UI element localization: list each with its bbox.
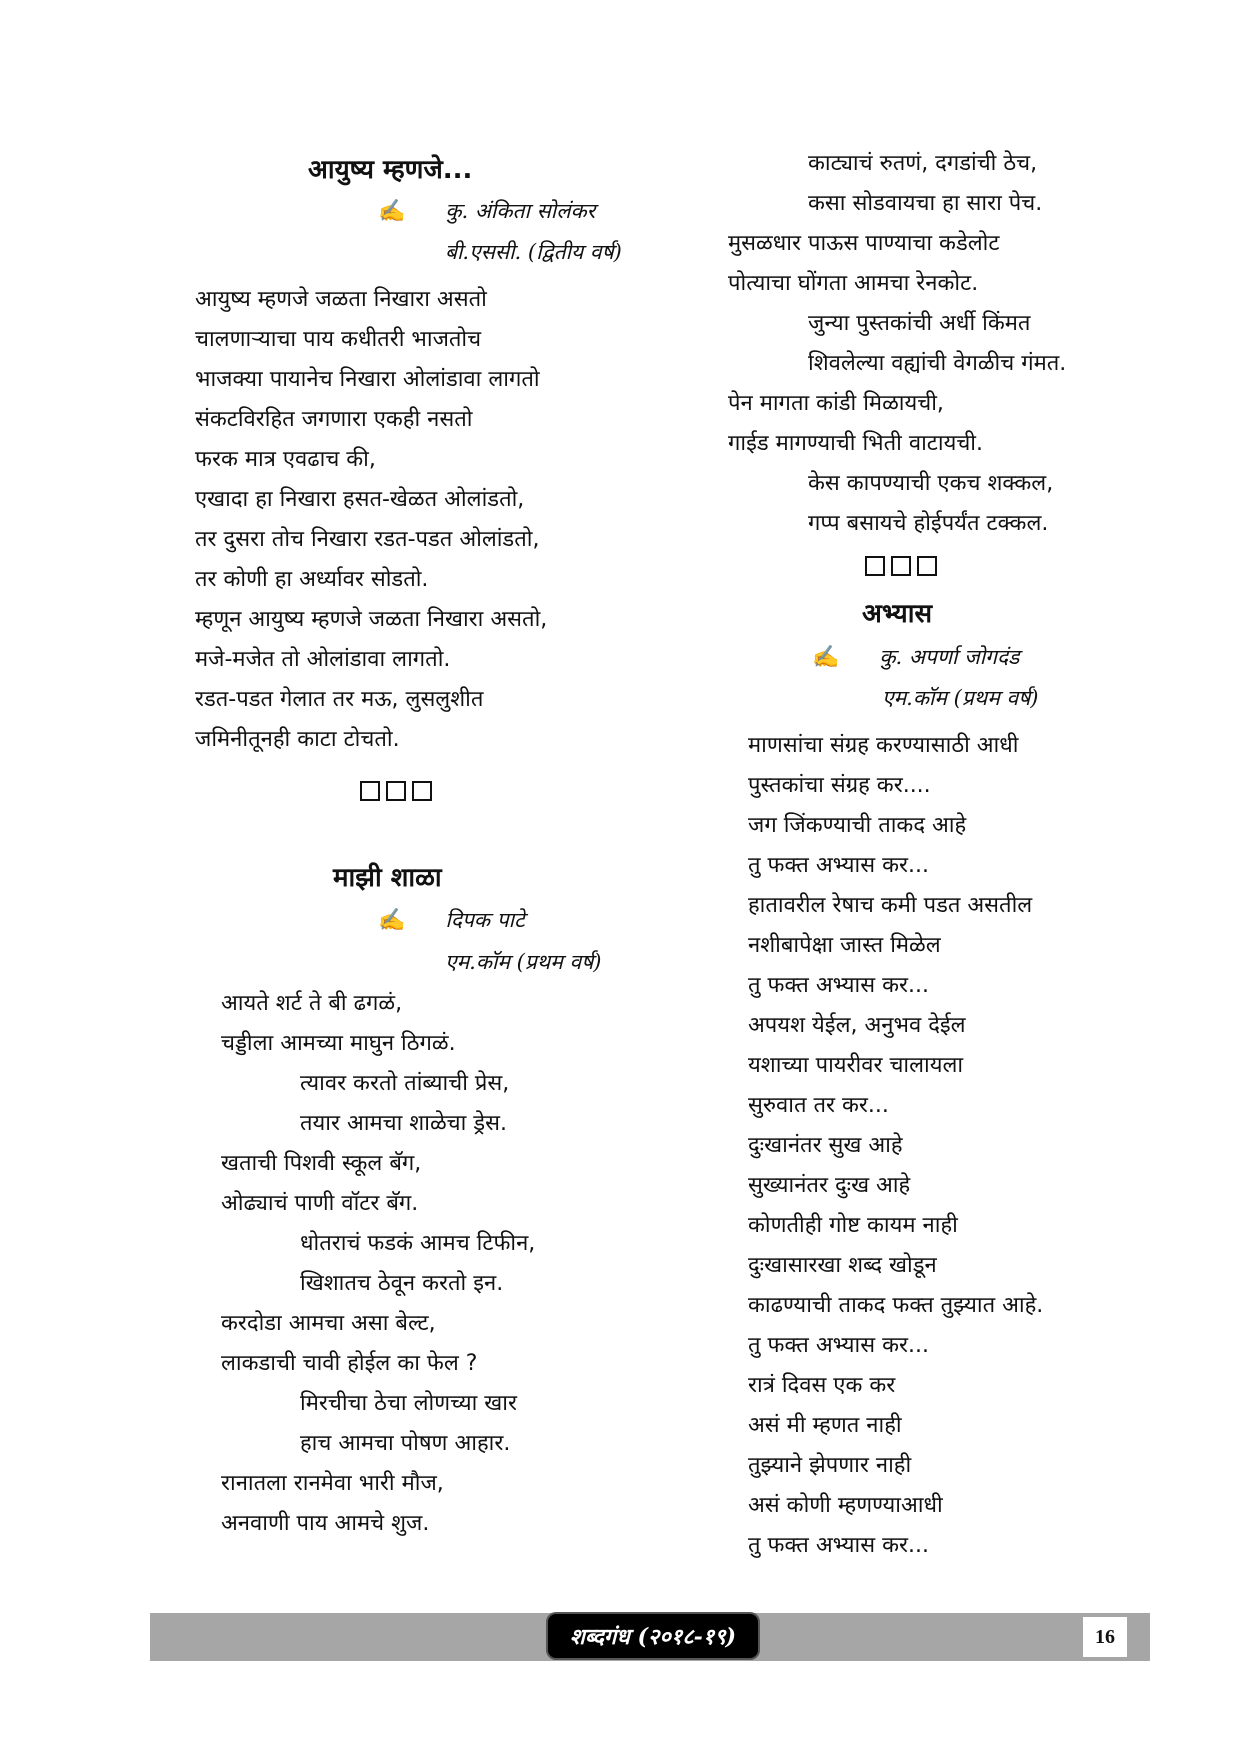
poem2-author-name: दिपक पाटे — [445, 908, 525, 932]
poem-line: यशाच्या पायरीवर चालायला — [748, 1053, 964, 1078]
poem3-author — [812, 643, 1019, 671]
poem-line: खताची पिशवी स्कूल बॅग, — [221, 1151, 422, 1176]
poem-line: करदोडा आमचा असा बेल्ट, — [221, 1311, 436, 1336]
square-box-icon — [360, 781, 380, 801]
pen-nib-icon: ✍ — [812, 645, 840, 670]
poem-line: एखादा हा निखारा हसत-खेळत ओलांडतो, — [195, 487, 525, 512]
poem-line: हाच आमचा पोषण आहार. — [300, 1431, 511, 1456]
poem-line: गाईड मागण्याची भिती वाटायची. — [728, 431, 983, 456]
poem3-class: एम.कॉम (प्रथम वर्ष) — [882, 686, 1039, 710]
poem-line: जमिनीतूनही काटा टोचतो. — [195, 727, 400, 752]
square-box-icon — [386, 781, 406, 801]
poem3-title: अभ्यास — [862, 599, 933, 629]
poem-line: असं कोणी म्हणण्याआधी — [748, 1493, 943, 1518]
poem1-author — [378, 197, 595, 225]
poem-line: नशीबापेक्षा जास्त मिळेल — [748, 933, 941, 958]
poem-line: तयार आमचा शाळेचा ड्रेस. — [300, 1111, 507, 1136]
poem-line: धोतराचं फडकं आमच टिफीन, — [300, 1231, 536, 1256]
poem3-author-name: कु. अपर्णा जोगदंड — [879, 645, 1020, 669]
poem-line: चड्डीला आमच्या माघुन ठिगळं. — [221, 1031, 456, 1056]
poem-line: असं मी म्हणत नाही — [748, 1413, 902, 1438]
section-separator — [865, 553, 943, 578]
poem2-author — [378, 906, 525, 934]
square-box-icon — [891, 556, 911, 576]
poem-line: आयते शर्ट ते बी ढगळं, — [221, 991, 403, 1016]
pen-nib-icon: ✍ — [378, 908, 406, 933]
poem-line: कोणतीही गोष्ट कायम नाही — [748, 1213, 958, 1238]
poem-line: खिशातच ठेवून करतो इन. — [300, 1271, 504, 1296]
poem-line: त्यावर करतो तांब्याची प्रेस, — [300, 1071, 510, 1096]
poem-line: तर दुसरा तोच निखारा रडत-पडत ओलांडतो, — [195, 527, 540, 552]
poem-line: केस कापण्याची एकच शक्कल, — [808, 471, 1054, 496]
poem-line: म्हणून आयुष्य म्हणजे जळता निखारा असतो, — [195, 607, 548, 632]
poem-line: सुख्यानंतर दुःख आहे — [748, 1173, 911, 1198]
poem-line: रानातला रानमेवा भारी मौज, — [221, 1471, 444, 1496]
poem-line: तु फक्त अभ्यास कर... — [748, 853, 929, 878]
poem-line: तु फक्त अभ्यास कर... — [748, 973, 929, 998]
poem-line: मुसळधार पाऊस पाण्याचा कडेलोट — [728, 231, 1000, 256]
poem-line: आयुष्य म्हणजे जळता निखारा असतो — [195, 287, 487, 312]
poem-line: शिवलेल्या वह्यांची वेगळीच गंमत. — [808, 351, 1067, 376]
poem-line: दुःखानंतर सुख आहे — [748, 1133, 903, 1158]
poem-line: मजे-मजेत तो ओलांडावा लागतो. — [195, 647, 451, 672]
poem-line: संकटविरहित जगणारा एकही नसतो — [195, 407, 473, 432]
poem-line: रात्रं दिवस एक कर — [748, 1373, 896, 1398]
poem-line: तुझ्याने झेपणार नाही — [748, 1453, 912, 1478]
poem-line: दुःखासारखा शब्द खोडून — [748, 1253, 937, 1278]
poem-line: पोत्याचा घोंगता आमचा रेनकोट. — [728, 271, 979, 296]
poem-line: काढण्याची ताकद फक्त तुझ्यात आहे. — [748, 1293, 1044, 1318]
poem-line: तु फक्त अभ्यास कर... — [748, 1333, 929, 1358]
poem-line: हातावरील रेषाच कमी पडत असतील — [748, 893, 1033, 918]
poem-line: ओढ्याचं पाणी वॉटर बॅग. — [221, 1191, 419, 1216]
poem-line: भाजक्या पायानेच निखारा ओलांडावा लागतो — [195, 367, 540, 392]
poem-line: काट्याचं रुतणं, दगडांची ठेच, — [808, 151, 1038, 176]
poem1-class: बी.एससी. (द्वितीय वर्ष) — [445, 240, 622, 264]
poem-line: मिरचीचा ठेचा लोणच्या खार — [300, 1391, 518, 1416]
poem-line: तर कोणी हा अर्ध्यावर सोडतो. — [195, 567, 429, 592]
poem-line: अनवाणी पाय आमचे शुज. — [221, 1511, 430, 1536]
poem-line: जुन्या पुस्तकांची अर्धी किंमत — [808, 311, 1031, 336]
poem2-title: माझी शाळा — [333, 863, 442, 893]
poem-line: पेन मागता कांडी मिळायची, — [728, 391, 944, 416]
square-box-icon — [917, 556, 937, 576]
poem-line: जग जिंकण्याची ताकद आहे — [748, 813, 967, 838]
square-box-icon — [865, 556, 885, 576]
poem-line: लाकडाची चावी होईल का फेल ? — [221, 1351, 478, 1376]
poem-line: चालणाऱ्याचा पाय कधीतरी भाजतोच — [195, 327, 482, 352]
poem2-class: एम.कॉम (प्रथम वर्ष) — [445, 950, 602, 974]
poem-line: कसा सोडवायचा हा सारा पेच. — [808, 191, 1043, 216]
poem-line: रडत-पडत गेलात तर मऊ, लुसलुशीत — [195, 687, 484, 712]
poem-line: तु फक्त अभ्यास कर... — [748, 1533, 929, 1558]
poem-line: माणसांचा संग्रह करण्यासाठी आधी — [748, 733, 1019, 758]
poem-line: गप्प बसायचे होईपर्यंत टक्कल. — [808, 511, 1049, 536]
page-number: 16 — [1083, 1617, 1127, 1657]
pen-nib-icon: ✍ — [378, 199, 406, 224]
poem-line: सुरुवात तर कर... — [748, 1093, 889, 1118]
footer-magazine-title: शब्दगंध (२०१८-१९) — [548, 1614, 758, 1658]
poem-line: पुस्तकांचा संग्रह कर.... — [748, 773, 931, 798]
section-separator — [360, 778, 438, 803]
poem1-author-name: कु. अंकिता सोलंकर — [445, 199, 596, 223]
poem1-title: आयुष्य म्हणजे... — [308, 155, 473, 185]
square-box-icon — [412, 781, 432, 801]
poem-line: फरक मात्र एवढाच की, — [195, 447, 376, 472]
poem-line: अपयश येईल, अनुभव देईल — [748, 1013, 966, 1038]
